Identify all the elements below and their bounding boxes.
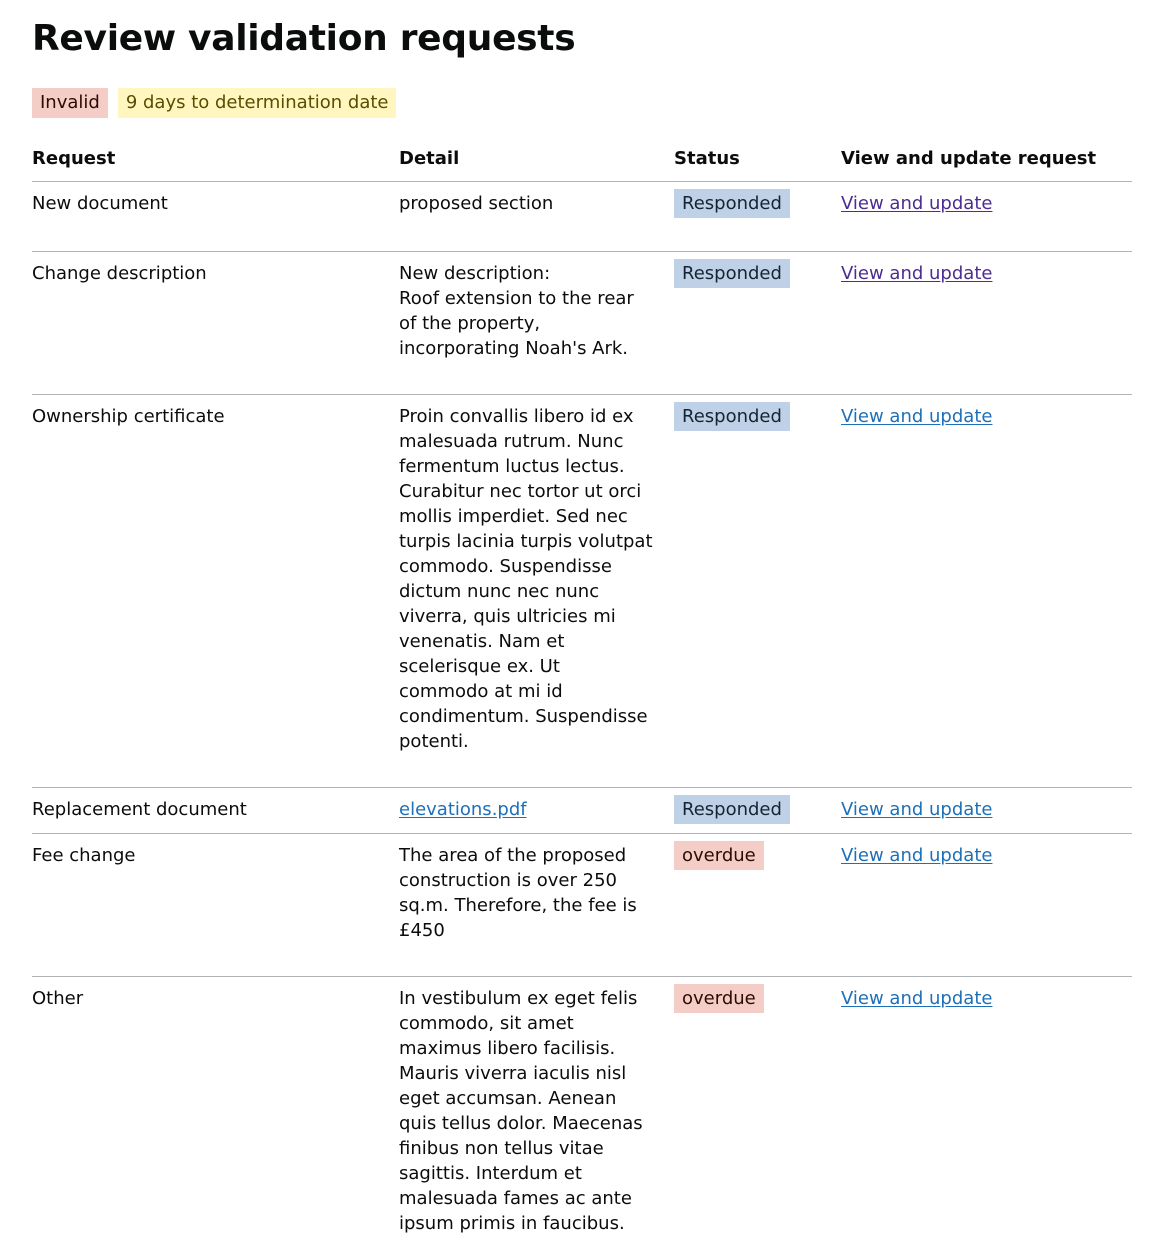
- status-cell: [674, 788, 841, 834]
- invalid-tag: Invalid: [32, 88, 108, 118]
- status-cell: [674, 395, 841, 788]
- validation-requests-table: [32, 143, 1132, 1245]
- request-type: Replacement document: [32, 788, 399, 834]
- request-type: Other: [32, 977, 399, 1245]
- table-row: [32, 788, 1132, 834]
- view-and-update-link[interactable]: View and update: [841, 799, 992, 820]
- request-detail: proposed section: [399, 182, 674, 252]
- status-badge: Responded: [674, 259, 790, 288]
- view-and-update-link[interactable]: View and update: [841, 193, 992, 214]
- action-cell: [841, 834, 1132, 977]
- request-detail: In vestibulum ex eget felis commodo, sit amet maximus libero facilisis. Mauris viverra iaculis nisl eget accumsan. Aenean quis tellus dolor. Maecenas finibus non tellus vitae sagittis. Interdum et malesuada fames ac ante ipsum primis in faucibus.: [399, 977, 674, 1245]
- view-and-update-link[interactable]: View and update: [841, 263, 992, 284]
- action-cell: [841, 977, 1132, 1245]
- header-detail: Detail: [399, 143, 674, 182]
- request-detail: The area of the proposed construction is over 250 sq.m. Therefore, the fee is £450: [399, 834, 674, 977]
- table-row: [32, 252, 1132, 395]
- status-cell: [674, 252, 841, 395]
- request-type: Fee change: [32, 834, 399, 977]
- request-detail: Proin convallis libero id ex malesuada rutrum. Nunc fermentum luctus lectus. Curabitur nec tortor ut orci mollis imperdiet. Sed nec turpis lacinia turpis volutpat commodo. Suspendisse dictum nunc nec nunc viverra, quis ultricies mi venenatis. Nam et scelerisque ex. Ut commodo at mi id condimentum. Suspendisse potenti.: [399, 395, 674, 788]
- document-link[interactable]: elevations.pdf: [399, 799, 527, 820]
- action-cell: [841, 182, 1132, 252]
- main-content: [32, 16, 1132, 1245]
- request-detail: [399, 788, 674, 834]
- table-row: [32, 182, 1132, 252]
- application-tags: [32, 88, 1132, 118]
- header-action: View and update request: [841, 143, 1132, 182]
- table-header-row: [32, 143, 1132, 182]
- request-type: Change description: [32, 252, 399, 395]
- status-cell: [674, 834, 841, 977]
- view-and-update-link[interactable]: View and update: [841, 406, 992, 427]
- action-cell: [841, 788, 1132, 834]
- status-badge: Responded: [674, 402, 790, 431]
- table-row: [32, 395, 1132, 788]
- status-badge: Responded: [674, 189, 790, 218]
- request-detail: New description: Roof extension to the rear of the property, incorporating Noah's Ark.: [399, 252, 674, 395]
- view-and-update-link[interactable]: View and update: [841, 845, 992, 866]
- request-type: New document: [32, 182, 399, 252]
- view-and-update-link[interactable]: View and update: [841, 988, 992, 1009]
- status-cell: [674, 977, 841, 1245]
- status-badge: overdue: [674, 984, 764, 1013]
- action-cell: [841, 395, 1132, 788]
- request-type: Ownership certificate: [32, 395, 399, 788]
- determination-date-tag: 9 days to determination date: [118, 88, 397, 118]
- status-cell: [674, 182, 841, 252]
- status-badge: overdue: [674, 841, 764, 870]
- action-cell: [841, 252, 1132, 395]
- header-request: Request: [32, 143, 399, 182]
- header-status: Status: [674, 143, 841, 182]
- table-row: [32, 834, 1132, 977]
- status-badge: Responded: [674, 795, 790, 824]
- table-row: [32, 977, 1132, 1245]
- page-title: Review validation requests: [32, 16, 1132, 62]
